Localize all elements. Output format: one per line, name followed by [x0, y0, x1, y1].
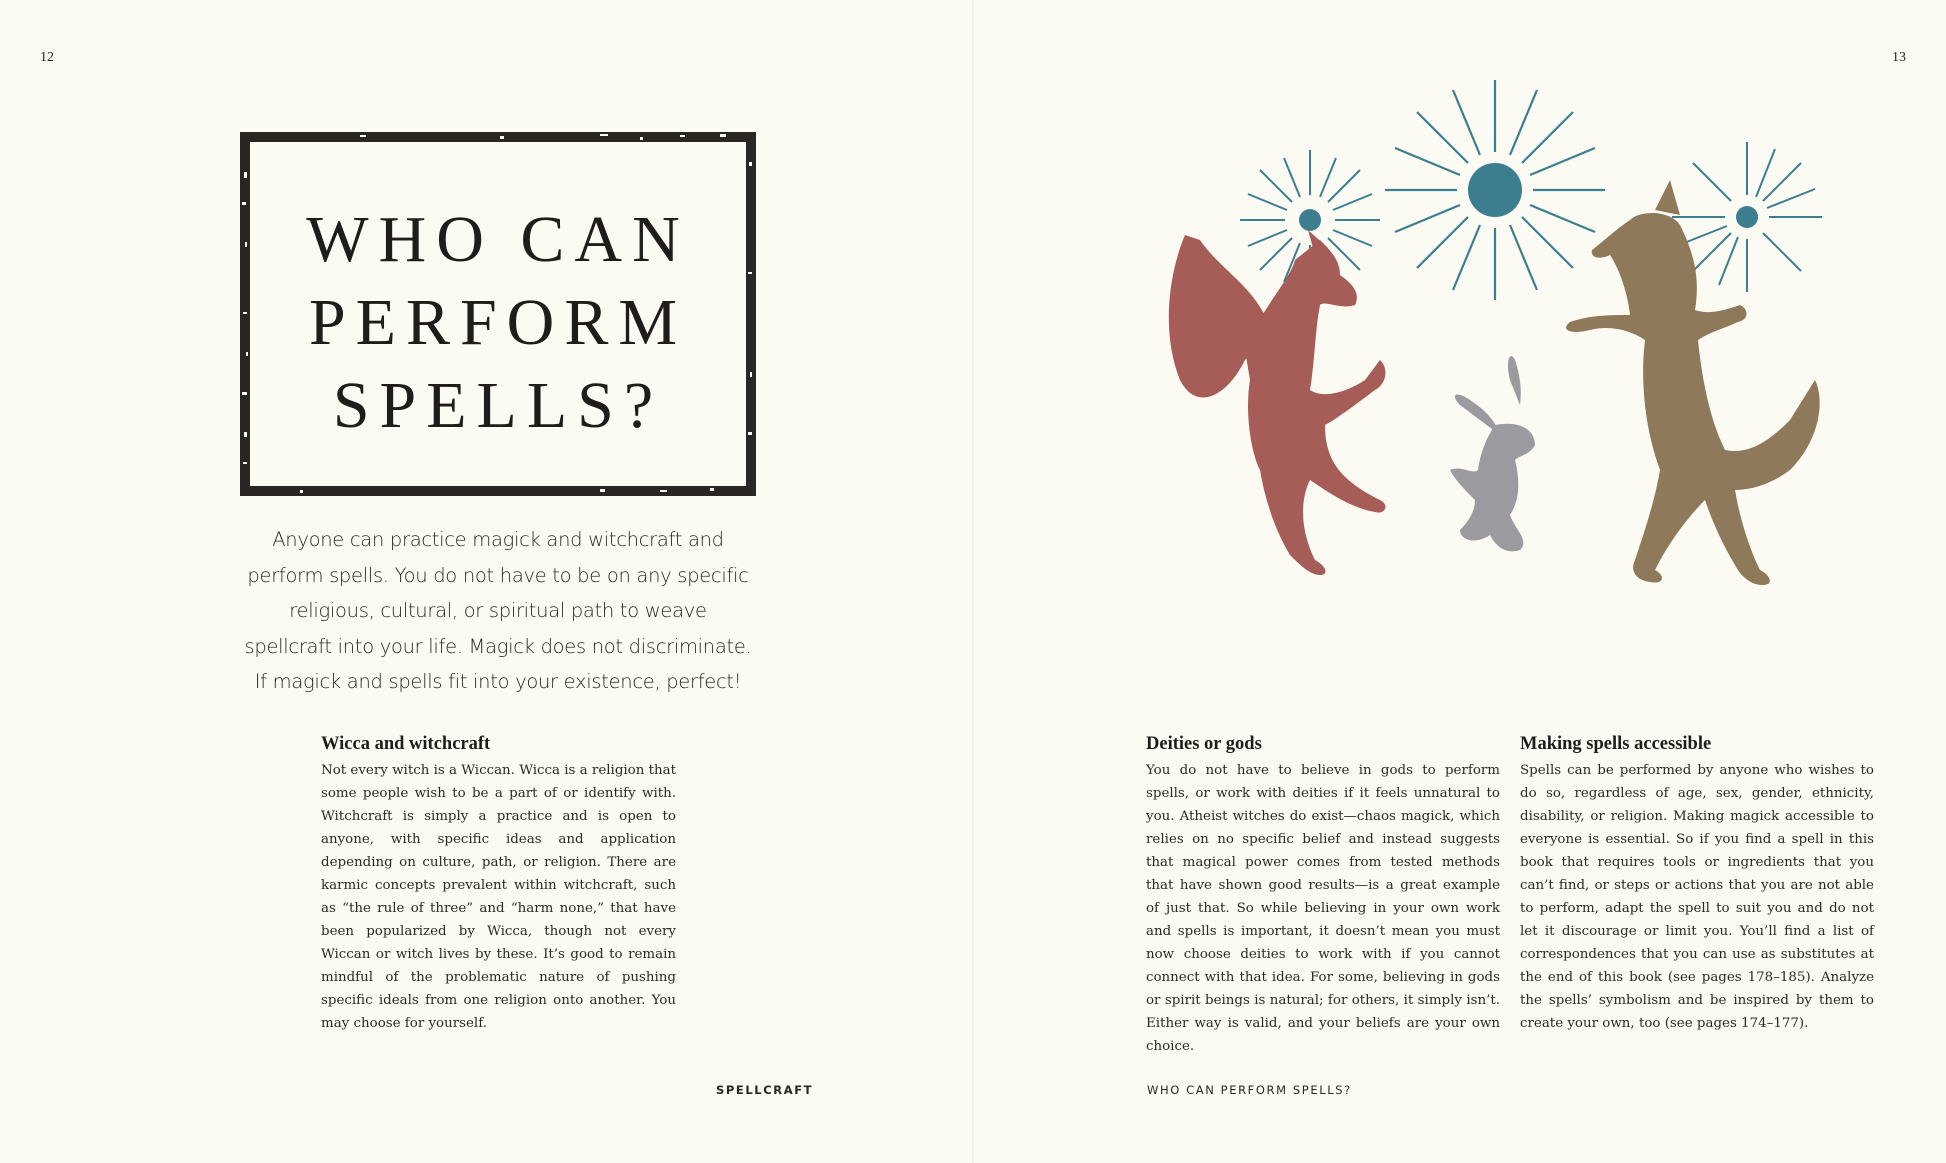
title-frame	[240, 132, 756, 496]
wolf-figure-icon	[1566, 180, 1820, 585]
running-footer-right: WHO CAN PERFORM SPELLS?	[1147, 1083, 1352, 1097]
section-body: You do not have to believe in gods to perform spells, or work with deities if it feels unnatural to you. Atheist witches do exist—chaos magick, which relies on no specific belief and instead suggests that magical power comes from tested methods that have shown good results—is a great example of just that. So while believing in your own work and spells is important, it doesn’t mean you must now choose deities to work with if you cannot connect with that idea. For some, believing in gods or spirit beings is natural; for others, it simply isn’t. Either way is valid, and your beliefs are your own choice.	[1146, 763, 1500, 1054]
intro-paragraph: Anyone can practice magick and witchcraft and perform spells. You do not have to be on any specific religious, cultural, or spiritual path to weave spellcraft into your life. Magick does not discriminate. If magick and spells fit into your existence, perfect!	[244, 528, 752, 693]
section-body: Spells can be performed by anyone who wishes to do so, regardless of age, sex, gender, ethnicity, disability, or religion. Making magick accessible to everyone is essential. So if you find a spell in this book that requires tools or ingredients that you can’t find, or steps or actions that you are not able to perform, adapt the spell to suit you and do not let it discourage or limit you. You’ll find a list of correspondences that you can use as substitutes at the end of this book (see pages 178–185). Analyze the spells’ symbolism and be inspired by them to create your own, too (see pages 174–177).	[1520, 763, 1874, 1031]
section-heading: Wicca and witchcraft	[321, 734, 491, 754]
title-line-2: PERFORM	[308, 286, 688, 359]
section-body: Not every witch is a Wiccan. Wicca is a religion that some people wish to be a part of or identify with. Witchcraft is simply a practice and is open to anyone, with specific ideas and application depending on culture, path, or religion. There are karmic concepts prevalent within witchcraft, such as “the rule of three” and “harm none,” that have been popularized by Wicca, though not every Wiccan or witch lives by these. It’s good to remain mindful of the problematic nature of pushing specific ideals from one religion onto another. You may choose for yourself.	[321, 763, 676, 1031]
title-line-1: WHO CAN	[306, 203, 690, 276]
section-heading: Making spells accessible	[1520, 734, 1712, 754]
dancing-animals-illustration	[1150, 60, 1850, 680]
running-footer-left: SPELLCRAFT	[716, 1083, 814, 1097]
rabbit-figure-icon	[1450, 356, 1535, 551]
page-number-left: 12	[40, 50, 54, 65]
section-accessible	[1520, 732, 1874, 1035]
fox-figure-icon	[1169, 230, 1386, 575]
gutter	[972, 0, 974, 1163]
section-deities	[1146, 732, 1500, 1058]
star-center-icon	[1385, 80, 1605, 300]
section-wicca	[321, 732, 676, 1035]
section-heading: Deities or gods	[1146, 734, 1262, 754]
page-number-right: 13	[1892, 50, 1906, 65]
title-line-3: SPELLS?	[332, 369, 664, 442]
page-title	[250, 198, 746, 447]
